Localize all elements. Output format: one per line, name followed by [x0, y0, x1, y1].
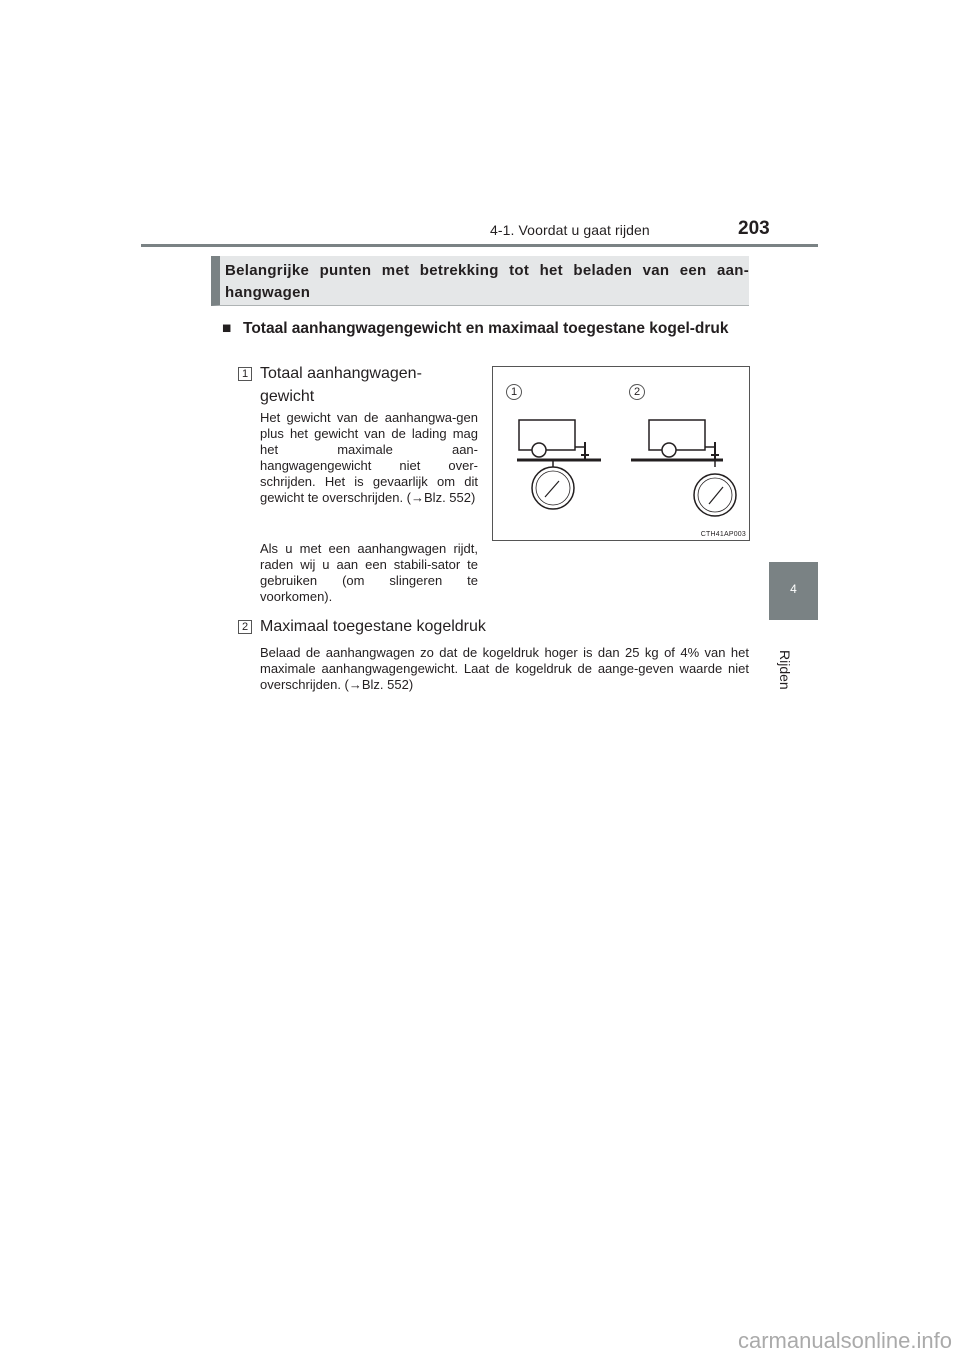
figure-code: CTH41AP003 [700, 531, 746, 538]
item-paragraph: Als u met een aanhangwagen rijdt, raden wij u aan een stabili-sator te gebruiken (om slingeren te voorkomen). [260, 541, 478, 604]
item-title: Maximaal toegestane kogeldruk [260, 618, 486, 635]
page-number: 203 [738, 218, 770, 239]
figure-label-2: 2 [629, 384, 645, 400]
subheading [222, 317, 749, 341]
trailer-scale-diagram-icon [493, 367, 749, 540]
item-paragraph: Het gewicht van de aanhangwa-gen plus het gewicht van de lading mag het maximale aan-hangwagengewicht niet over-schrijden. Het is gevaarlijk om dit gewicht te overschrijden. (→Blz. 552) [260, 410, 478, 505]
subheading-text: Totaal aanhangwagengewicht en maximaal toegestane kogel-druk [243, 320, 729, 337]
item-number-badge: 1 [238, 367, 252, 381]
item-paragraph: Belaad de aanhangwagen zo dat de kogeldruk hoger is dan 25 kg of 4% van het maximale aanhangwagengewicht. Laat de kogeldruk de aange-geven waarde niet overschrijden. (→Blz. 552) [260, 645, 749, 692]
chapter-title: Rijden [777, 650, 793, 690]
figure-label-1: 1 [506, 384, 522, 400]
chapter-tab [769, 562, 818, 620]
section-heading: Belangrijke punten met betrekking tot het beladen van een aan-hangwagen [211, 256, 749, 306]
scale-scene-2 [631, 420, 736, 516]
scale-scene-1 [517, 420, 601, 509]
header-section-title: 4-1. Voordat u gaat rijden [490, 222, 650, 238]
watermark: carmanualsonline.info [737, 1328, 952, 1353]
item-number-badge: 2 [238, 620, 252, 634]
header-divider [141, 244, 818, 247]
trailer-scale-figure [492, 366, 750, 541]
square-bullet-icon: ■ [222, 320, 232, 337]
item-title: Totaal aanhangwagen-gewicht [260, 365, 422, 405]
chapter-number: 4 [790, 582, 797, 596]
